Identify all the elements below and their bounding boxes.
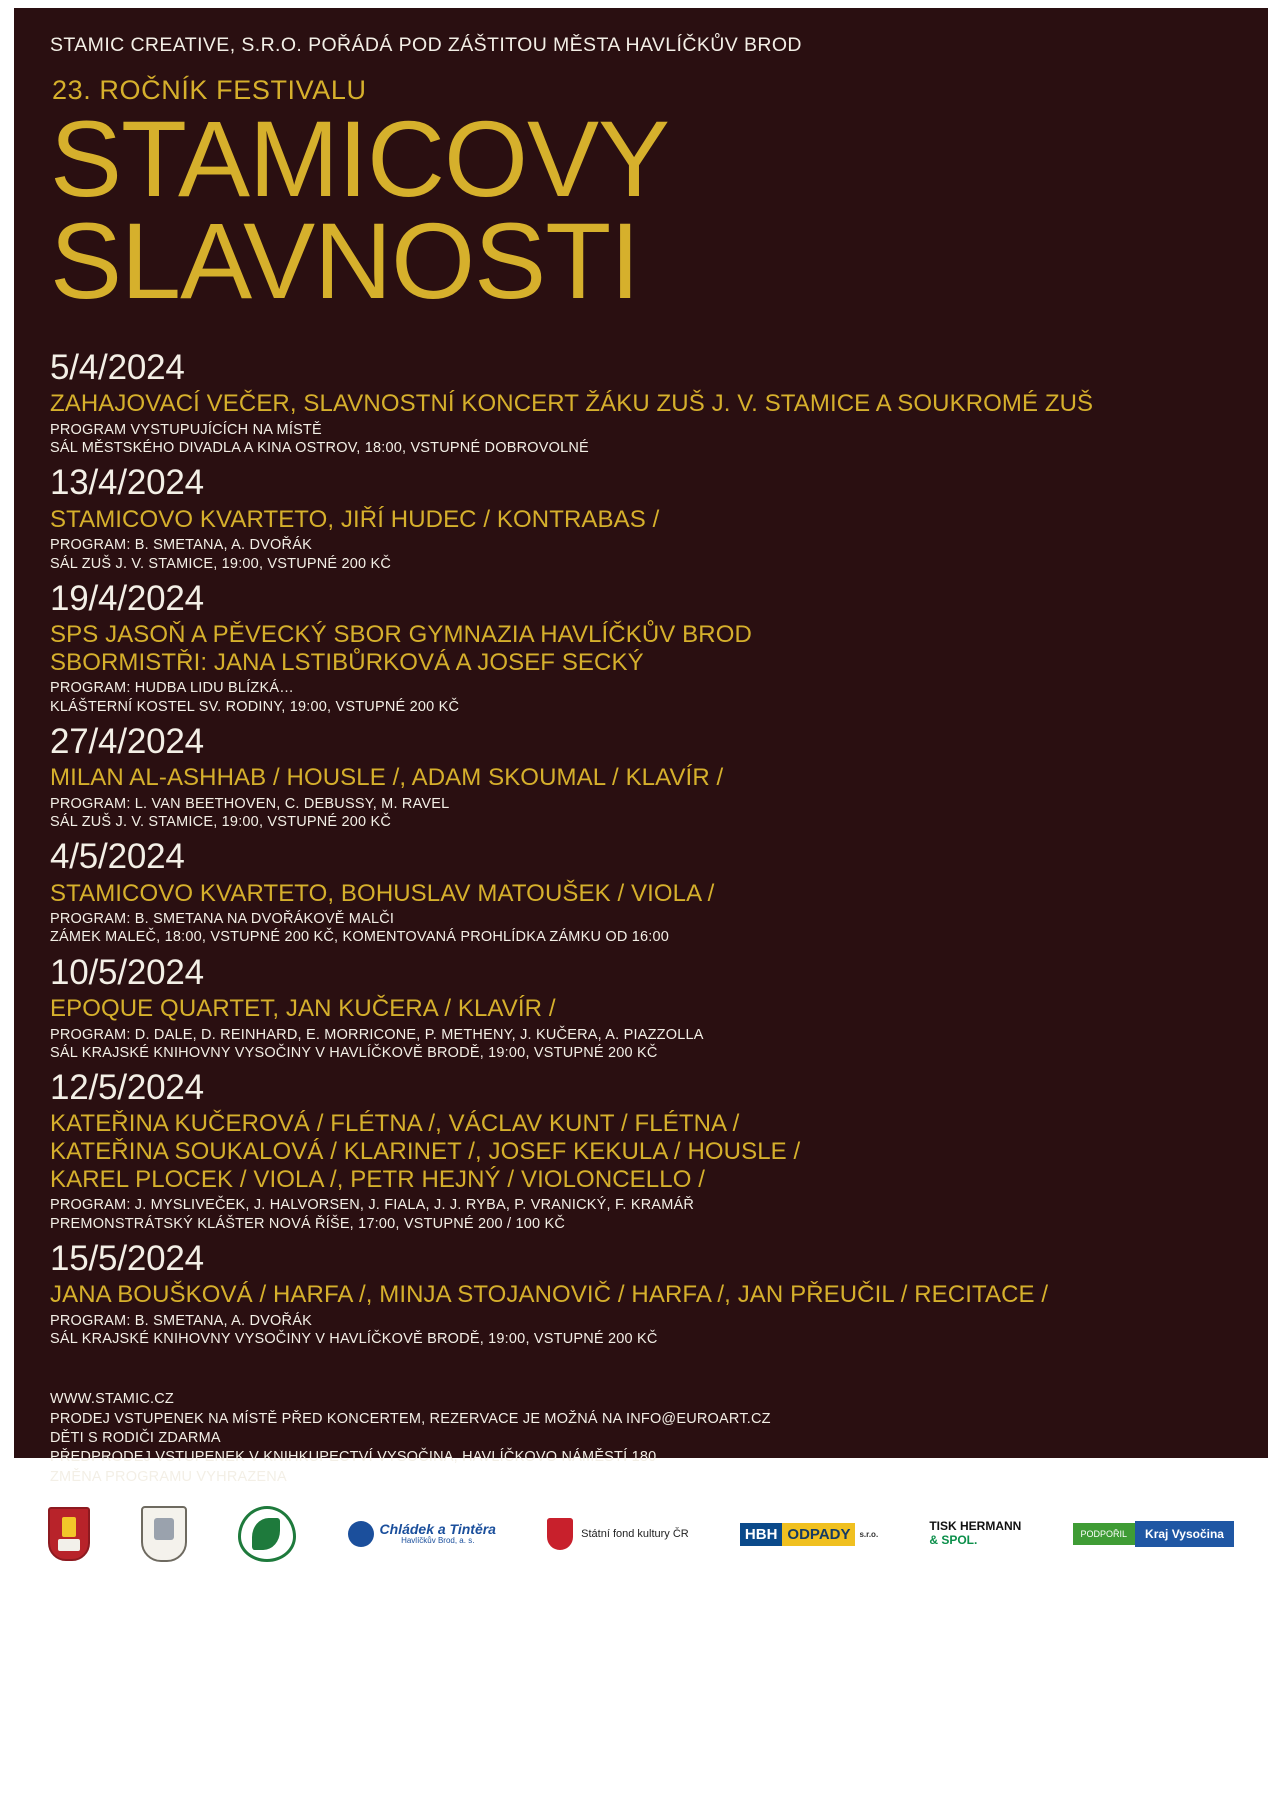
event-meta-line: PROGRAM: D. DALE, D. REINHARD, E. MORRICONE, P. METHENY, J. KUČERA, A. PIAZZOLLA [50, 1026, 704, 1043]
website-url[interactable]: WWW.STAMIC.CZ [50, 1391, 174, 1408]
children-free-info: DĚTI S RODIČI ZDARMA [50, 1430, 221, 1447]
shield-icon [547, 1518, 573, 1550]
sponsor-logo-town-coat-of-arms-grey [141, 1503, 187, 1565]
leaf-icon [238, 1506, 296, 1562]
event-title-line: STAMICOVO KVARTETO, JIŘÍ HUDEC / KONTRABAS / [50, 505, 660, 533]
event-title-line: ZAHAJOVACÍ VEČER, SLAVNOSTNÍ KONCERT ŽÁKU ZUŠ J. V. STAMICE A SOUKROMÉ ZUŠ [50, 390, 1094, 418]
event-meta-line: PROGRAM: L. VAN BEETHOVEN, C. DEBUSSY, M. RAVEL [50, 795, 450, 812]
title-line-1: STAMICOVY [50, 98, 670, 219]
event-meta [50, 795, 1238, 832]
list-item [50, 836, 1238, 946]
list-item [50, 1238, 1238, 1348]
event-meta-line: PROGRAM: J. MYSLIVEČEK, J. HALVORSEN, J. FIALA, J. J. RYBA, P. VRANICKÝ, F. KRAMÁŘ [50, 1197, 695, 1214]
event-meta-line: PROGRAM VYSTUPUJÍCÍCH NA MÍSTĚ [50, 421, 322, 438]
event-meta-line: SÁL MĚSTSKÉHO DIVADLA A KINA OSTROV, 18:00, VSTUPNÉ DOBROVOLNÉ [50, 440, 589, 457]
sponsor-name: PODPOŘIL [1073, 1523, 1136, 1545]
event-title [50, 995, 1238, 1023]
event-date: 12/5/2024 [50, 1068, 204, 1108]
event-title [50, 880, 1238, 908]
event-date: 27/4/2024 [50, 721, 204, 761]
sponsor-name-2: ODPADY [782, 1523, 855, 1546]
company-mark-icon [348, 1521, 374, 1547]
event-meta-line: SÁL ZUŠ J. V. STAMICE, 19:00, VSTUPNÉ 200 KČ [50, 555, 392, 572]
event-meta-line: SÁL ZUŠ J. V. STAMICE, 19:00, VSTUPNÉ 200 KČ [50, 814, 392, 831]
sponsor-name: Chládek a Tintěra [379, 1520, 496, 1537]
sponsor-logo-statni-fond-kultury [547, 1503, 689, 1565]
event-date: 5/4/2024 [50, 348, 185, 388]
list-item [50, 347, 1238, 457]
event-date: 15/5/2024 [50, 1238, 204, 1278]
event-title-line: SBORMISTŘI: JANA LSTIBŮRKOVÁ A JOSEF SECKÝ [50, 648, 644, 676]
list-item [50, 578, 1238, 716]
event-meta [50, 1196, 1238, 1233]
sponsor-sub: & SPOL. [929, 1533, 978, 1547]
event-date: 10/5/2024 [50, 952, 204, 992]
event-meta [50, 1312, 1238, 1349]
list-item [50, 952, 1238, 1062]
event-date: 4/5/2024 [50, 837, 185, 877]
footer-info [50, 1390, 1238, 1487]
ticket-sales-info: PRODEJ VSTUPENEK NA MÍSTĚ PŘED KONCERTEM, REZERVACE JE MOŽNÁ NA INFO@EUROART.CZ [50, 1410, 771, 1427]
sponsor-name: HBH [740, 1523, 783, 1546]
event-meta-line: SÁL KRAJSKÉ KNIHOVNY VYSOČINY V HAVLÍČKOVĚ BRODĚ, 19:00, VSTUPNÉ 200 KČ [50, 1330, 658, 1347]
event-meta-line: PROGRAM: B. SMETANA, A. DVOŘÁK [50, 537, 312, 554]
event-meta-line: PREMONSTRÁTSKÝ KLÁŠTER NOVÁ ŘÍŠE, 17:00, VSTUPNÉ 200 / 100 KČ [50, 1215, 566, 1232]
sponsor-name: TISK HERMANN [929, 1519, 1022, 1534]
event-title [50, 390, 1238, 418]
event-meta [50, 679, 1238, 716]
event-title-line: MILAN AL-ASHHAB / HOUSLE /, ADAM SKOUMAL / KLAVÍR / [50, 764, 724, 792]
event-title-line: JANA BOUŠKOVÁ / HARFA /, MINJA STOJANOVIČ / HARFA /, JAN PŘEUČIL / RECITACE / [50, 1281, 1049, 1309]
event-meta-line: SÁL KRAJSKÉ KNIHOVNY VYSOČINY V HAVLÍČKOVĚ BRODĚ, 19:00, VSTUPNÉ 200 KČ [50, 1044, 658, 1061]
list-item [50, 1067, 1238, 1233]
event-list [50, 347, 1238, 1348]
sponsor-name: Státní fond kultury ČR [581, 1528, 689, 1540]
event-title-line: SPS JASOŇ A PĚVECKÝ SBOR GYMNAZIA HAVLÍČKŮV BROD [50, 621, 752, 649]
presale-info: PŘEDPRODEJ VSTUPENEK V KNIHKUPECTVÍ VYSOČINA, HAVLÍČKOVO NÁMĚSTÍ 180 [50, 1449, 657, 1466]
event-meta [50, 1026, 1238, 1063]
event-meta-line: PROGRAM: B. SMETANA, A. DVOŘÁK [50, 1312, 312, 1329]
title-line-2: SLAVNOSTI [50, 199, 640, 321]
sponsor-sub: s.r.o. [859, 1529, 879, 1539]
event-date: 19/4/2024 [50, 578, 204, 618]
list-item [50, 462, 1238, 572]
event-title [50, 1281, 1238, 1309]
event-meta-line: PROGRAM: B. SMETANA NA DVOŘÁKOVĚ MALČI [50, 911, 395, 928]
event-title-line: STAMICOVO KVARTETO, BOHUSLAV MATOUŠEK / VIOLA / [50, 879, 715, 907]
event-meta-line: KLÁŠTERNÍ KOSTEL SV. RODINY, 19:00, VSTUPNÉ 200 KČ [50, 698, 460, 715]
event-meta-line: ZÁMEK MALEČ, 18:00, VSTUPNÉ 200 KČ, KOMENTOVANÁ PROHLÍDKA ZÁMKU OD 16:00 [50, 929, 670, 946]
event-meta [50, 910, 1238, 947]
sponsor-sub: Havlíčkův Brod, a. s. [401, 1536, 475, 1546]
organizer-line: STAMIC CREATIVE, S.R.O. POŘÁDÁ POD ZÁŠTITOU MĚSTA HAVLÍČKŮV BROD [50, 34, 802, 56]
list-item [50, 721, 1238, 831]
sponsor-logo-green-leaf [238, 1503, 296, 1565]
poster-dark-panel [14, 8, 1268, 1485]
event-title [50, 621, 1238, 676]
event-title-line: KAREL PLOCEK / VIOLA /, PETR HEJNÝ / VIOLONCELLO / [50, 1165, 705, 1193]
event-title [50, 506, 1238, 534]
sponsor-logos [0, 1474, 1282, 1594]
event-title-line: KATEŘINA SOUKALOVÁ / KLARINET /, JOSEF KEKULA / HOUSLE / [50, 1138, 801, 1166]
event-title-line: EPOQUE QUARTET, JAN KUČERA / KLAVÍR / [50, 995, 556, 1023]
sponsor-logo-hbh-odpady [740, 1503, 878, 1565]
sponsor-logo-city-coat-of-arms-red [48, 1503, 90, 1565]
event-meta [50, 536, 1238, 573]
poster-content [50, 34, 1238, 1487]
event-title [50, 764, 1238, 792]
sponsor-name-2: Kraj Vysočina [1135, 1521, 1234, 1547]
event-date: 13/4/2024 [50, 463, 204, 503]
event-title [50, 1110, 1238, 1193]
coat-of-arms-icon [141, 1506, 187, 1562]
page-title [50, 98, 1238, 321]
festival-edition: 23. ROČNÍK FESTIVALU [52, 75, 367, 105]
event-meta [50, 421, 1238, 458]
sponsor-logo-tisk-hermann [929, 1503, 1021, 1565]
event-title-line: KATEŘINA KUČEROVÁ / FLÉTNA /, VÁCLAV KUNT / FLÉTNA / [50, 1110, 740, 1138]
event-meta-line: PROGRAM: HUDBA LIDU BLÍZKÁ… [50, 680, 294, 697]
program-change-notice: ZMĚNA PROGRAMU VYHRAZENA [50, 1468, 287, 1485]
coat-of-arms-icon [48, 1507, 90, 1561]
sponsor-logo-chladek-tintera [348, 1503, 496, 1565]
sponsor-logo-kraj-vysocina [1073, 1503, 1234, 1565]
